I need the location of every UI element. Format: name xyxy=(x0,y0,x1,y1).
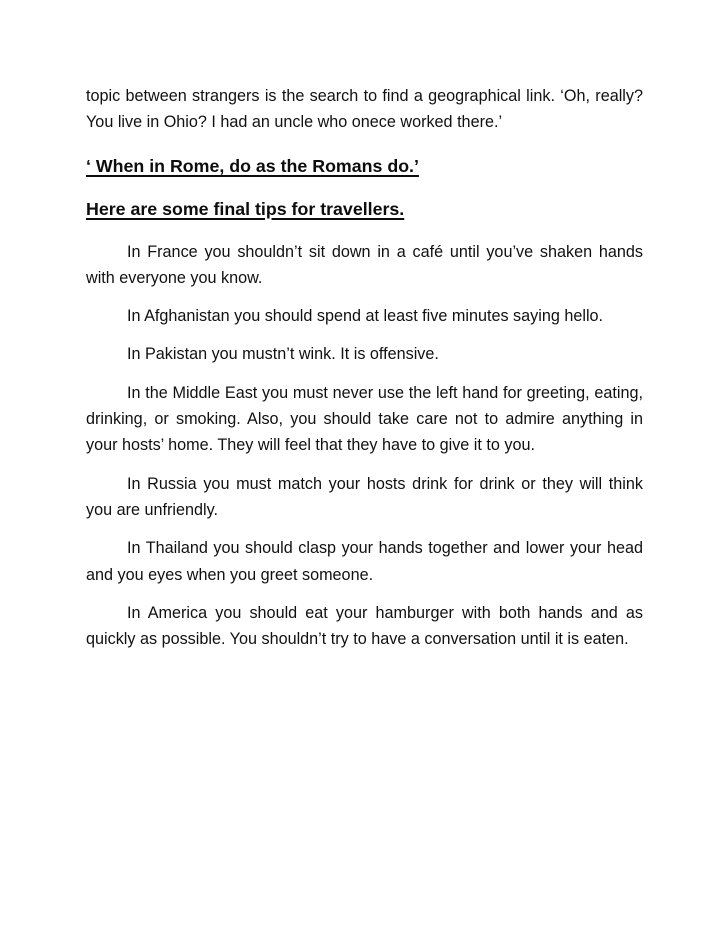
tip-paragraph-pakistan: In Pakistan you mustn’t wink. It is offensive. xyxy=(127,345,439,364)
quote-heading: ‘ When in Rome, do as the Romans do.’ xyxy=(86,155,419,176)
tip-paragraph-america: In America you should eat your hamburger with both hands and as quickly as possible. You shouldn’t try to have a conversation until it is eaten. xyxy=(86,603,643,649)
intro-paragraph: topic between strangers is the search to find a geographical link. ‘Oh, really? You live in Ohio? I had an uncle who onece worked there.’ xyxy=(86,87,643,132)
tip-paragraph-thailand: In Thailand you should clasp your hands together and lower your head and you eyes when you greet someone. xyxy=(86,539,643,584)
tip-paragraph-afghanistan: In Afghanistan you should spend at least five minutes saying hello. xyxy=(127,307,604,326)
tip-paragraph-russia: In Russia you must match your hosts drink for drink or they will think you are unfriendly. xyxy=(86,474,643,519)
tip-paragraph-france: In France you shouldn’t sit down in a café until you’ve shaken hands with everyone you know. xyxy=(86,242,643,287)
tips-heading: Here are some final tips for travellers. xyxy=(86,198,405,219)
tip-paragraph-middle-east: In the Middle East you must never use the left hand for greeting, eating, drinking, or smoking. Also, you should take care not to admire anything in your hosts’ home. They will feel that they have to give it to you. xyxy=(86,383,643,455)
document-page xyxy=(86,83,643,664)
